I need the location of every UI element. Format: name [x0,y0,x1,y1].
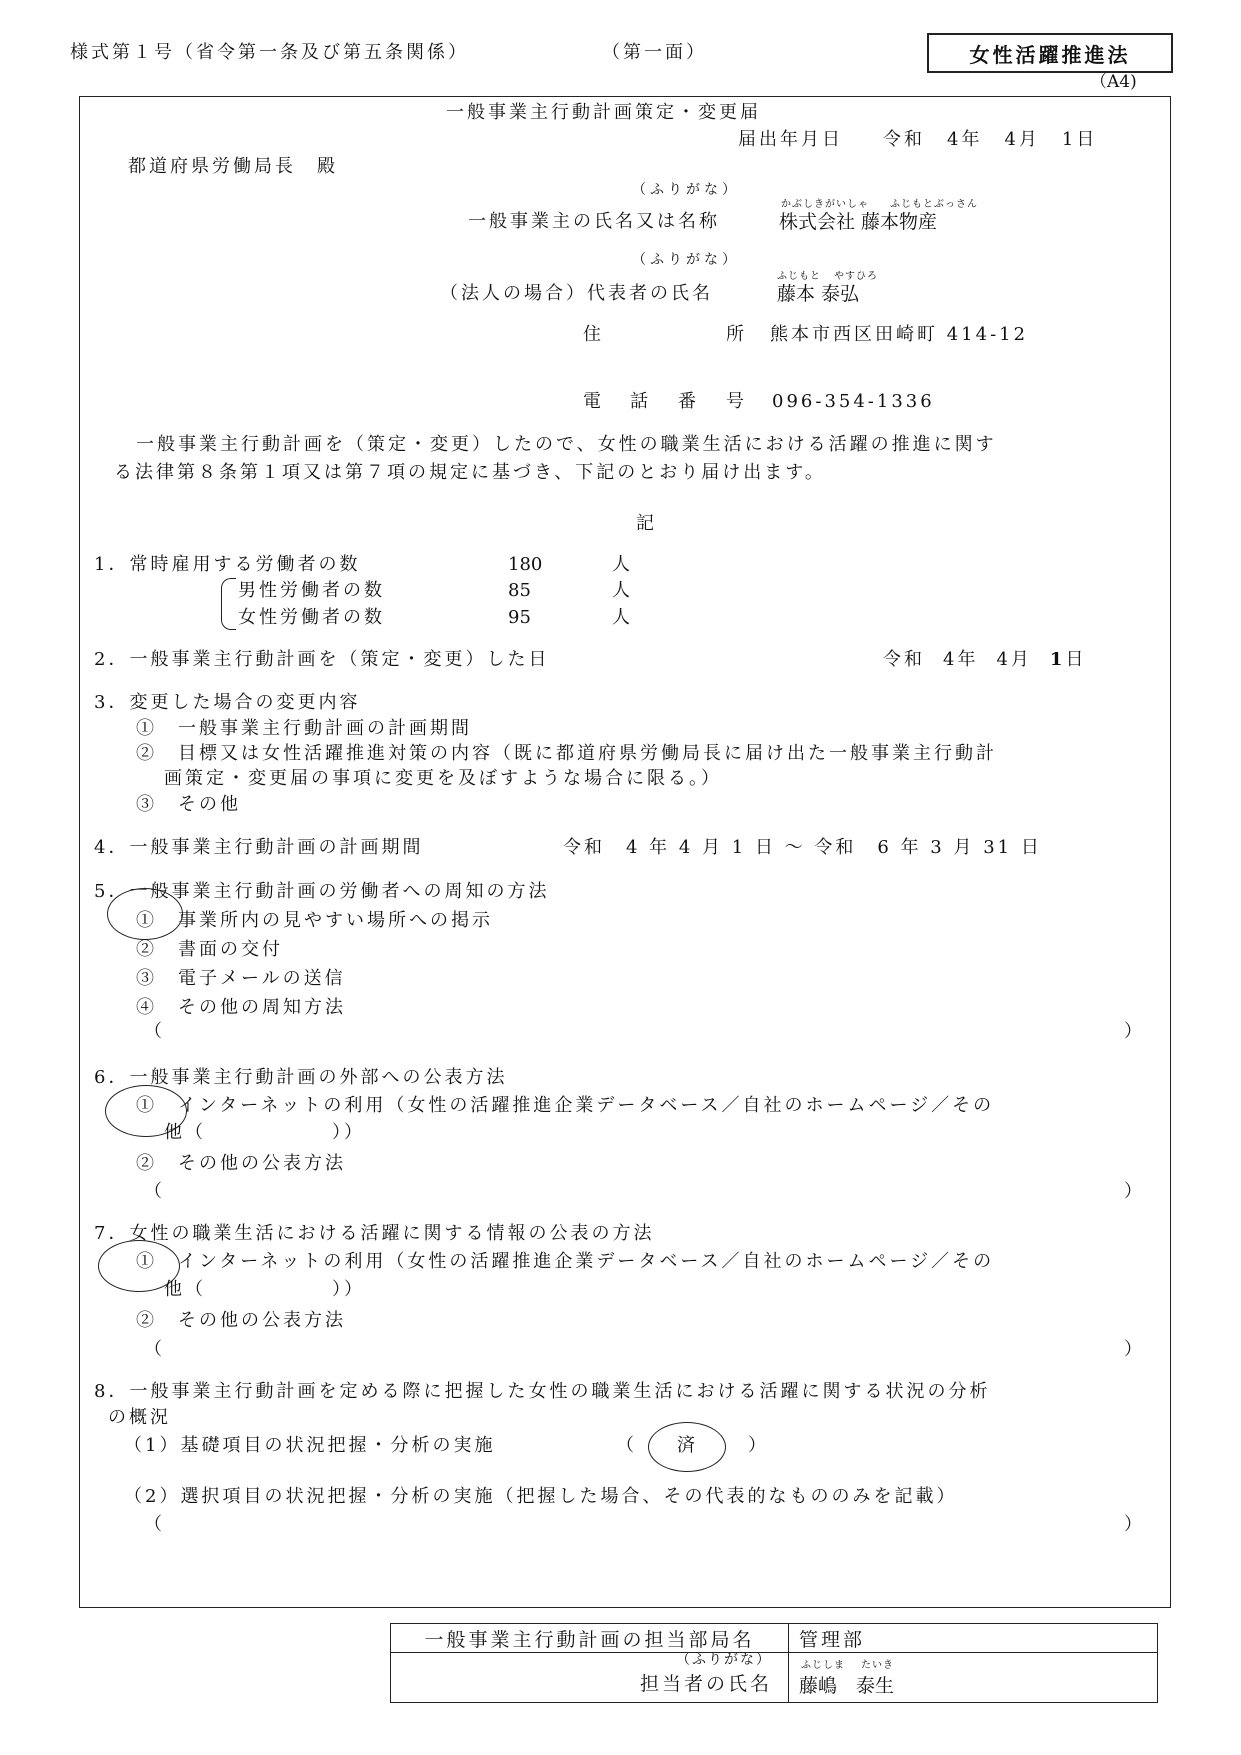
phone-label-4: 号 [726,391,744,412]
item8-sub1-open: （ [616,1435,634,1456]
rep-name-ruby-1: ふじもと [777,271,821,282]
item6-opt1-line1: ① インターネットの利用（女性の活躍推進企業データベース／自社のホームページ／その [136,1095,995,1116]
rep-label: （法人の場合）代表者の氏名 [440,283,713,304]
item7-opt1-line2: 他（ ）） [164,1279,365,1300]
item1-label: 1．常時雇用する労働者の数 [94,554,361,575]
item5-opt3: ③ 電子メールの送信 [136,968,346,989]
filing-date [738,131,1097,149]
furigana-label-1: （ふりがな） [632,182,740,198]
brace [221,578,236,630]
filing-date-year-unit: 年 [961,129,983,150]
person-value-cell [789,1653,1158,1703]
item6-label: 6．一般事業主行動計画の外部への公表方法 [94,1067,508,1088]
dept-label-cell: 一般事業主行動計画の担当部局名 [391,1624,789,1653]
employer-name-ruby-2: ふじもとぶっさん [890,199,978,210]
person-ruby-2: たいき [861,1660,894,1671]
item6-paren-open: （ [144,1181,162,1202]
item6-opt2: ② その他の公表方法 [136,1153,346,1174]
item2-year-unit: 年 [957,649,979,670]
item6-opt1-line2: 他（ ）） [164,1122,365,1143]
item1-female-label: 女性労働者の数 [238,607,385,628]
item6-paren-close: ） [1124,1181,1142,1202]
phone-label-1: 電 [583,391,601,412]
item3-opt3: ③ その他 [136,794,241,815]
item1-male-unit: 人 [612,580,630,601]
item7-opt1-line1: ① インターネットの利用（女性の活躍推進企業データベース／自社のホームページ／その [136,1251,995,1272]
dept-row [391,1624,1158,1653]
form-number: 様式第１号（省令第一条及び第五条関係） [70,42,469,63]
furigana-label-2: （ふりがな） [632,252,740,268]
item8-label-line2: の概況 [108,1407,171,1428]
item1-total: 180 [508,554,543,575]
phone-label-2: 話 [630,391,648,412]
item2-era: 令和 [883,649,925,670]
item8-sub1: （1）基礎項目の状況把握・分析の実施 [124,1435,496,1456]
form-title: 一般事業主行動計画策定・変更届 [446,102,761,123]
item5-paren-close: ） [1124,1021,1142,1042]
intro-line-1: 一般事業主行動計画を（策定・変更）したので、女性の職業生活における活躍の推進に関す [136,434,997,455]
item8-label-line1: 8．一般事業主行動計画を定める際に把握した女性の職業生活における活躍に関する状況の分析 [94,1381,991,1402]
address-label-1: 住 [583,324,601,345]
item2-date [883,651,1086,669]
item5-opt4: ④ その他の周知方法 [136,997,346,1018]
item2-month: 4 [996,649,1011,670]
item3-opt2-line1: ② 目標又は女性活躍推進対策の内容（既に都道府県労働局長に届け出た一般事業主行動計 [136,743,997,764]
item3-opt1: ① 一般事業主行動計画の計画期間 [136,718,472,739]
person-ruby-1: ふじしま [801,1660,845,1671]
item2-year: 4 [943,649,958,670]
contact-table [390,1623,1158,1703]
rep-name: 藤本 泰弘 [777,283,860,305]
address: 熊本市西区田崎町 414-12 [770,324,1029,345]
item1-female-unit: 人 [612,607,630,628]
employer-name: 株式会社 藤本物産 [779,211,938,233]
phone: 096-354-1336 [772,391,935,412]
intro-line-2: る法律第８条第１項又は第７項の規定に基づき、下記のとおり届け出ます。 [114,462,826,483]
item8-sub1-close: ） [748,1435,766,1456]
filing-date-label: 届出年月日 [738,129,843,150]
filing-date-month: 4 [1004,129,1019,150]
item1-male-label: 男性労働者の数 [238,580,385,601]
item5-label: 5．一般事業主行動計画の労働者への周知の方法 [94,881,550,902]
law-name-box [927,33,1173,73]
item2-month-unit: 月 [1010,649,1032,670]
ki-heading: 記 [636,513,654,534]
item7-opt2: ② その他の公表方法 [136,1310,346,1331]
item5-opt2: ② 書面の交付 [136,939,283,960]
item1-female: 95 [508,607,531,628]
phone-label-3: 番 [678,391,696,412]
law-name: 女性活躍推進法 [969,42,1131,67]
employer-name-ruby-1: かぶしきがいしゃ [781,199,869,210]
person-label-cell [391,1653,789,1703]
item5-opt1: ① 事業所内の見やすい場所への掲示 [136,910,493,931]
item1-total-unit: 人 [612,554,630,575]
filing-date-month-unit: 月 [1018,129,1040,150]
item8-sub2: （2）選択項目の状況把握・分析の実施（把握した場合、その代表的なもののみを記載） [124,1486,958,1507]
item2-label: 2．一般事業主行動計画を（策定・変更）した日 [94,649,550,670]
page-side: （第一面） [602,42,707,63]
item4-period: 令和 4 年 4 月 1 日 ～ 令和 6 年 3 月 31 日 [563,837,1042,858]
item7-label: 7．女性の職業生活における活躍に関する情報の公表の方法 [94,1223,655,1244]
rep-name-ruby-2: やすひろ [834,271,878,282]
item3-label: 3．変更した場合の変更内容 [94,692,361,713]
item1-male: 85 [508,580,531,601]
dept-value-cell: 管理部 [789,1624,1158,1653]
person-value: 藤嶋 泰生 [799,1675,895,1697]
person-label: 担当者の氏名 [639,1673,772,1695]
item7-paren-close: ） [1124,1339,1142,1360]
item2-day: 1 [1049,649,1066,670]
item5-paren-open: （ [144,1021,162,1042]
item2-day-unit: 日 [1065,649,1087,670]
filing-date-day: 1 [1061,129,1077,150]
person-row [391,1653,1158,1703]
employer-name-label: 一般事業主の氏名又は名称 [468,211,720,232]
filing-date-day-unit: 日 [1076,129,1098,150]
item3-opt2-line2: 画策定・変更届の事項に変更を及ぼすような場合に限る。） [164,768,722,789]
item4-label: 4．一般事業主行動計画の計画期間 [94,837,424,858]
item8-paren-close: ） [1124,1514,1142,1535]
address-label-2: 所 [726,324,744,345]
item7-paren-open: （ [144,1339,162,1360]
paper-size: （A4) [1090,72,1137,92]
filing-date-era: 令和 [883,129,925,150]
filing-date-year: 4 [947,129,962,150]
addressee: 都道府県労働局長 殿 [128,156,338,177]
item8-paren-open: （ [144,1514,162,1535]
item8-sub1-value: 済 [677,1435,695,1456]
person-furigana-label: （ふりがな） [676,1652,772,1668]
